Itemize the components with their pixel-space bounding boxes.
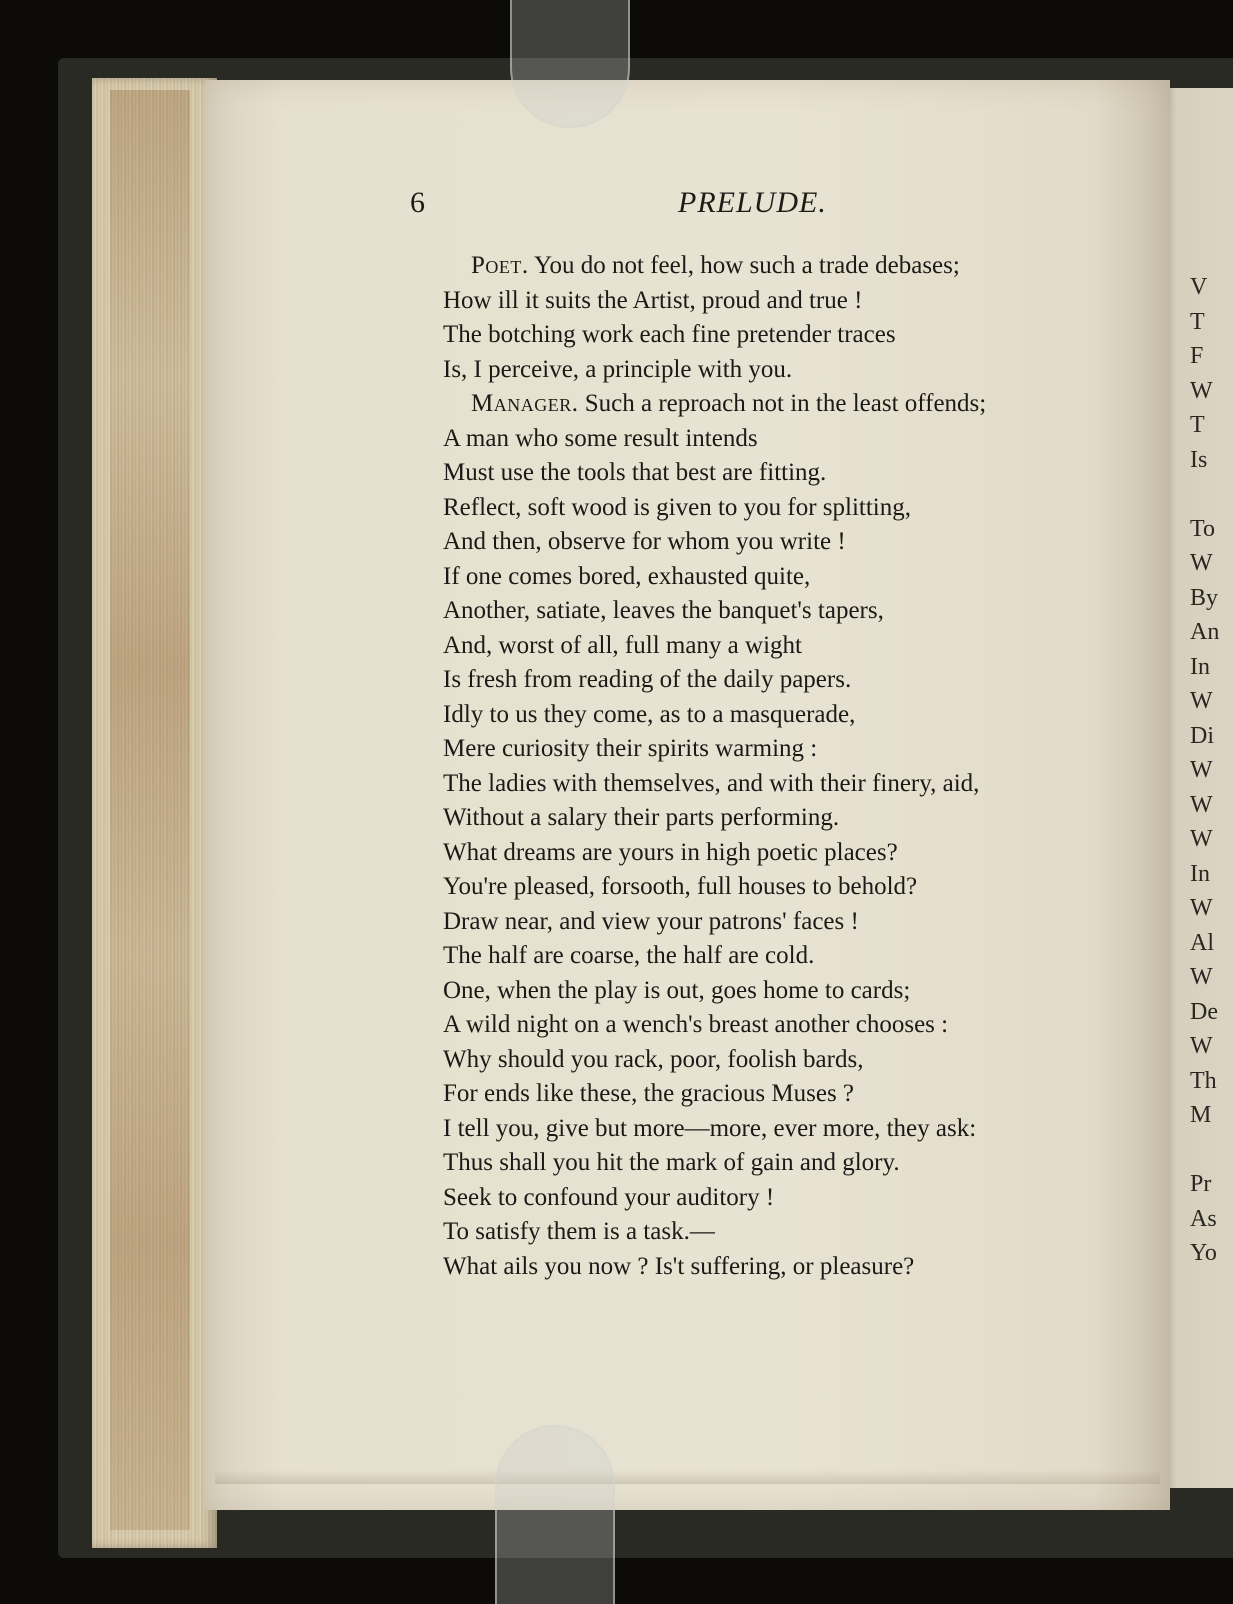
verse-line <box>443 974 1143 1009</box>
page-bottom-shadow <box>215 1470 1160 1484</box>
verse-line-text: Seek to confound your auditory ! <box>443 1183 775 1211</box>
facing-page-fragment: As <box>1190 1205 1217 1232</box>
verse-line-text: A wild night on a wench's breast another chooses : <box>443 1011 949 1038</box>
facing-page-fragment: Is <box>1190 446 1208 473</box>
verse-line <box>443 560 1143 595</box>
facing-page-fragment: W <box>1190 791 1213 818</box>
facing-page-fragment: In <box>1190 860 1210 887</box>
page-number: 6 <box>410 186 425 219</box>
page-clip-bottom <box>495 1425 615 1604</box>
verse-line <box>443 663 1143 698</box>
facing-page-fragment: By <box>1190 584 1219 611</box>
verse-line <box>443 456 1143 491</box>
verse-line-text: What ails you now ? Is't suffering, or pleasure? <box>443 1252 915 1280</box>
verse-line <box>443 422 1143 457</box>
facing-page-fragment: V <box>1190 274 1208 300</box>
facing-page-fragment: Th <box>1190 1067 1217 1094</box>
page-edges-stain <box>110 90 190 1530</box>
verse-line-text: To satisfy them is a task.— <box>443 1218 715 1245</box>
verse-line <box>443 767 1143 802</box>
verse-line <box>443 939 1143 974</box>
facing-page-fragment: An <box>1190 619 1220 645</box>
verse-line <box>443 801 1143 836</box>
facing-page-fragment: Di <box>1190 722 1214 749</box>
facing-page-fragment: In <box>1190 653 1210 680</box>
facing-page-fragment: Al <box>1190 929 1214 956</box>
facing-page-text <box>1190 270 1233 1271</box>
verse-line-text: Draw near, and view your patrons' faces ! <box>443 907 859 935</box>
verse-line-text: The ladies with themselves, and with their finery, aid, <box>443 769 980 797</box>
verse-line-text: Mere curiosity their spirits warming : <box>443 735 818 762</box>
verse-line-text: Another, satiate, leaves the banquet's tapers, <box>443 597 884 624</box>
verse-line-text: Must use the tools that best are fitting. <box>443 459 827 486</box>
facing-page-fragment: W <box>1190 377 1213 404</box>
verse-line <box>443 353 1143 388</box>
facing-page-fragment: W <box>1190 550 1213 576</box>
verse-line-text: How ill it suits the Artist, proud and true ! <box>443 286 863 314</box>
verse-line <box>443 1215 1143 1250</box>
facing-page-fragment: T <box>1190 308 1205 335</box>
facing-page-fragment: W <box>1190 757 1213 783</box>
verse-line-text: Is, I perceive, a principle with you. <box>443 355 793 383</box>
verse-line-text: The botching work each fine pretender traces <box>443 321 896 348</box>
verse-line <box>443 1181 1143 1216</box>
verse-line-text: The half are coarse, the half are cold. <box>443 942 815 969</box>
facing-page-fragment: M <box>1190 1102 1212 1128</box>
verse-line-text: Without a salary their parts performing. <box>443 804 840 831</box>
verse-line <box>443 732 1143 767</box>
facing-page-fragment: To <box>1190 515 1215 542</box>
verse-line <box>443 1008 1143 1043</box>
verse-line <box>443 318 1143 353</box>
verse-line-text: If one comes bored, exhausted quite, <box>443 562 811 590</box>
verse-line <box>443 1146 1143 1181</box>
verse-line <box>443 870 1143 905</box>
verse-line-text: Reflect, soft wood is given to you for splitting, <box>443 493 912 521</box>
verse-line-text: What dreams are yours in high poetic places? <box>443 838 898 866</box>
facing-page-fragment: T <box>1190 412 1205 438</box>
verse-line <box>443 491 1143 526</box>
verse-line-text: A man who some result intends <box>443 424 758 452</box>
verse-line-text: I tell you, give but more—more, ever more, they ask: <box>443 1114 977 1142</box>
verse-line <box>443 387 1143 422</box>
page-header <box>410 186 1170 230</box>
verse-line <box>443 698 1143 733</box>
verse-line <box>443 525 1143 560</box>
verse-line <box>443 284 1143 319</box>
verse-line-text: For ends like these, the gracious Muses ? <box>443 1080 855 1107</box>
facing-page-fragment: W <box>1190 895 1213 921</box>
verse-line-text: And then, observe for whom you write ! <box>443 528 846 555</box>
facing-page-fragment: W <box>1190 826 1213 852</box>
verse-line <box>443 1112 1143 1147</box>
facing-page-fragment: W <box>1190 964 1213 990</box>
running-head: PRELUDE. <box>678 186 827 219</box>
verse-line-text: One, when the play is out, goes home to cards; <box>443 976 911 1004</box>
verse-line-text: Thus shall you hit the mark of gain and glory. <box>443 1149 900 1176</box>
page-clip-top <box>510 0 630 128</box>
facing-page-fragment <box>1190 477 1233 512</box>
verse-line-text: You're pleased, forsooth, full houses to behold? <box>443 873 918 900</box>
facing-page-fragment <box>1190 1133 1233 1168</box>
verse-line <box>443 1043 1143 1078</box>
verse-line <box>443 1077 1143 1112</box>
verse-line-text: You do not feel, how such a trade debases; <box>528 252 960 279</box>
verse-line <box>443 836 1143 871</box>
verse-line <box>443 1250 1143 1285</box>
speaker-name: Manager. <box>471 390 579 417</box>
facing-page-fragment: Pr <box>1190 1171 1212 1197</box>
verse-line-text: Idly to us they come, as to a masquerade, <box>443 700 856 728</box>
facing-page-fragment: W <box>1190 688 1213 714</box>
facing-page-fragment: W <box>1190 1033 1213 1059</box>
verse-text <box>443 249 1143 1284</box>
speaker-name: Poet. <box>471 252 529 279</box>
verse-line-text: Why should you rack, poor, foolish bards, <box>443 1045 864 1073</box>
verse-line <box>443 249 1143 284</box>
facing-page-fragment: De <box>1190 998 1218 1025</box>
verse-line-text: Such a reproach not in the least offends; <box>578 390 987 417</box>
verse-line-text: Is fresh from reading of the daily papers. <box>443 666 852 693</box>
verse-line-text: And, worst of all, full many a wight <box>443 631 802 659</box>
facing-page-fragment: Yo <box>1190 1240 1217 1266</box>
verse-line <box>443 905 1143 940</box>
verse-line <box>443 594 1143 629</box>
verse-line <box>443 629 1143 664</box>
facing-page-fragment: F <box>1190 343 1204 369</box>
